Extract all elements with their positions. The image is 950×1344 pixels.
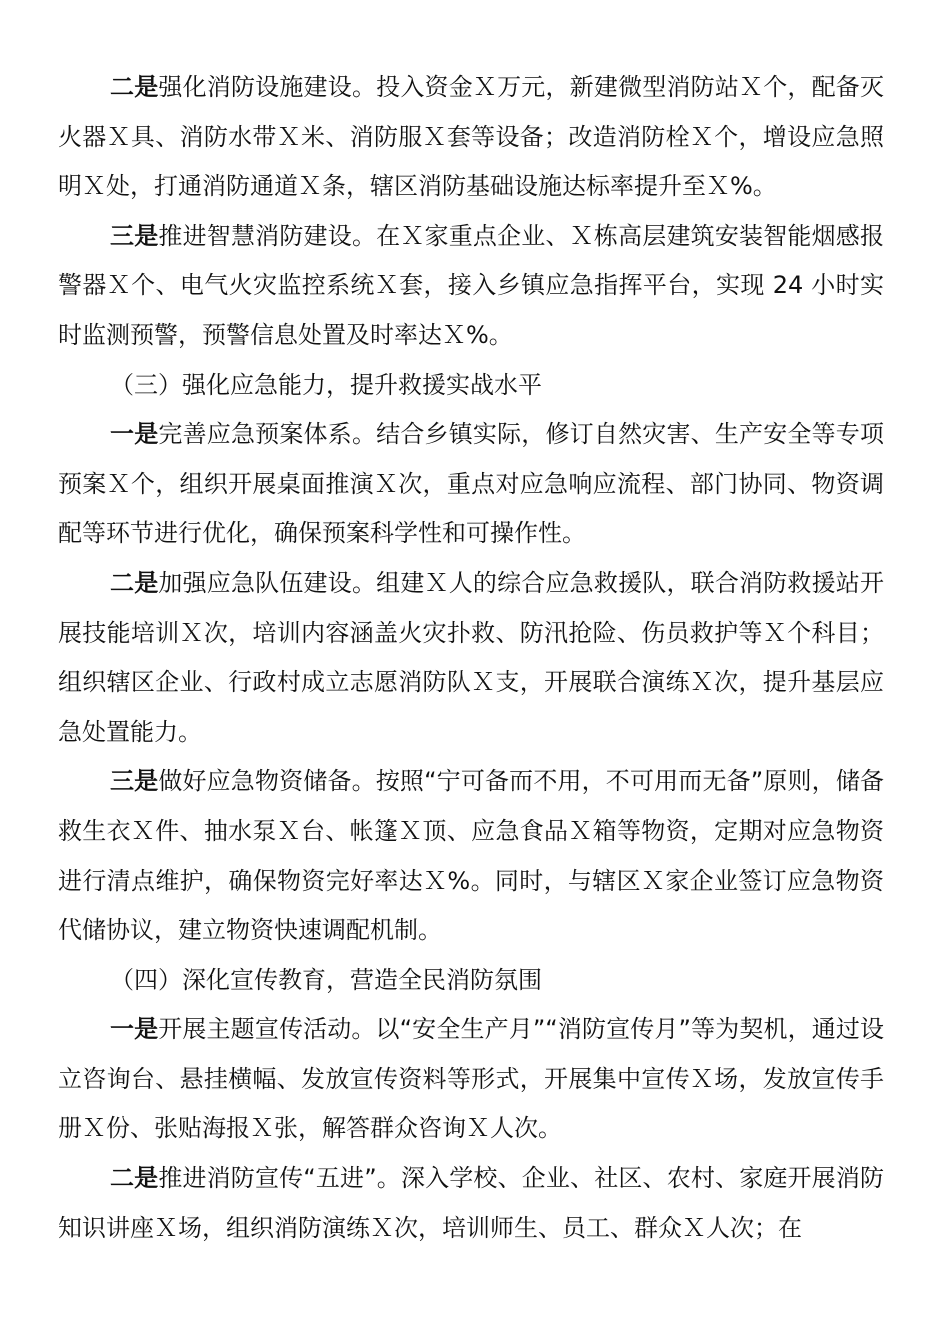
paragraph-text: 完善应急预案体系。结合乡镇实际，修订自然灾害、生产安全等专项预案Ｘ个，组织开展桌面推演Ｘ次，重点对应急响应流程、部门协同、物资调配等环节进行优化，确保预案科学性和可操作性。 [58,420,885,548]
paragraph-lead: 一是 [110,1015,159,1044]
section-heading-publicity: （四）深化宣传教育，营造全民消防氛围 [110,965,542,994]
paragraph-emergency-team [58,559,884,757]
paragraph-emergency-supplies [58,757,884,955]
document-page [58,63,884,1253]
paragraph-lead: 一是 [110,420,159,449]
paragraph-text: 推进消防宣传“五进”。深入学校、企业、社区、农村、家庭开展消防知识讲座Ｘ场，组织消防演练Ｘ次，培训师生、员工、群众Ｘ人次；在 [58,1164,884,1242]
paragraph-five-entries [58,1154,884,1253]
paragraph-emergency-plans [58,410,884,559]
paragraph-theme-publicity [58,1005,884,1154]
paragraph-text: 做好应急物资储备。按照“宁可备而不用，不可用而无备”原则，储备救生衣Ｘ件、抽水泵Ｘ台、帐篷Ｘ顶、应急食品Ｘ箱等物资，定期对应急物资进行清点维护，确保物资完好率达Ｘ%。同时，与辖区Ｘ家企业签订应急物资代储协议，建立物资快速调配机制。 [58,767,884,945]
paragraph-text: 加强应急队伍建设。组建Ｘ人的综合应急救援队，联合消防救援站开展技能培训Ｘ次，培训内容涵盖火灾扑救、防汛抢险、伤员救护等Ｘ个科目；组织辖区企业、行政村成立志愿消防队Ｘ支，开展联合演练Ｘ次，提升基层应急处置能力。 [58,568,885,746]
paragraph-lead: 二是 [110,568,159,597]
paragraph-text: 强化消防设施建设。投入资金Ｘ万元，新建微型消防站Ｘ个，配备灭火器Ｘ具、消防水带Ｘ米、消防服Ｘ套等设备；改造消防栓Ｘ个，增设应急照明Ｘ处，打通消防通道Ｘ条，辖区消防基础设施达标率提升至Ｘ%。 [58,73,885,201]
paragraph-lead: 三是 [110,767,159,796]
paragraph-smart-fire [58,212,884,361]
paragraph-lead: 二是 [110,73,159,101]
paragraph-text: 开展主题宣传活动。以“安全生产月”“消防宣传月”等为契机，通过设立咨询台、悬挂横幅、发放宣传资料等形式，开展集中宣传Ｘ场，发放宣传手册Ｘ份、张贴海报Ｘ张，解答群众咨询Ｘ人次。 [58,1015,885,1143]
section-heading-emergency: （三）强化应急能力，提升救援实战水平 [110,370,542,399]
paragraph-lead: 三是 [110,221,159,250]
paragraph-fire-facilities [58,63,884,212]
paragraph-lead: 二是 [110,1164,159,1193]
paragraph-text: 推进智慧消防建设。在Ｘ家重点企业、Ｘ栋高层建筑安装智能烟感报警器Ｘ个、电气火灾监控系统Ｘ套，接入乡镇应急指挥平台，实现 24 小时实时监测预警，预警信息处置及时率达Ｘ%。 [58,221,885,349]
